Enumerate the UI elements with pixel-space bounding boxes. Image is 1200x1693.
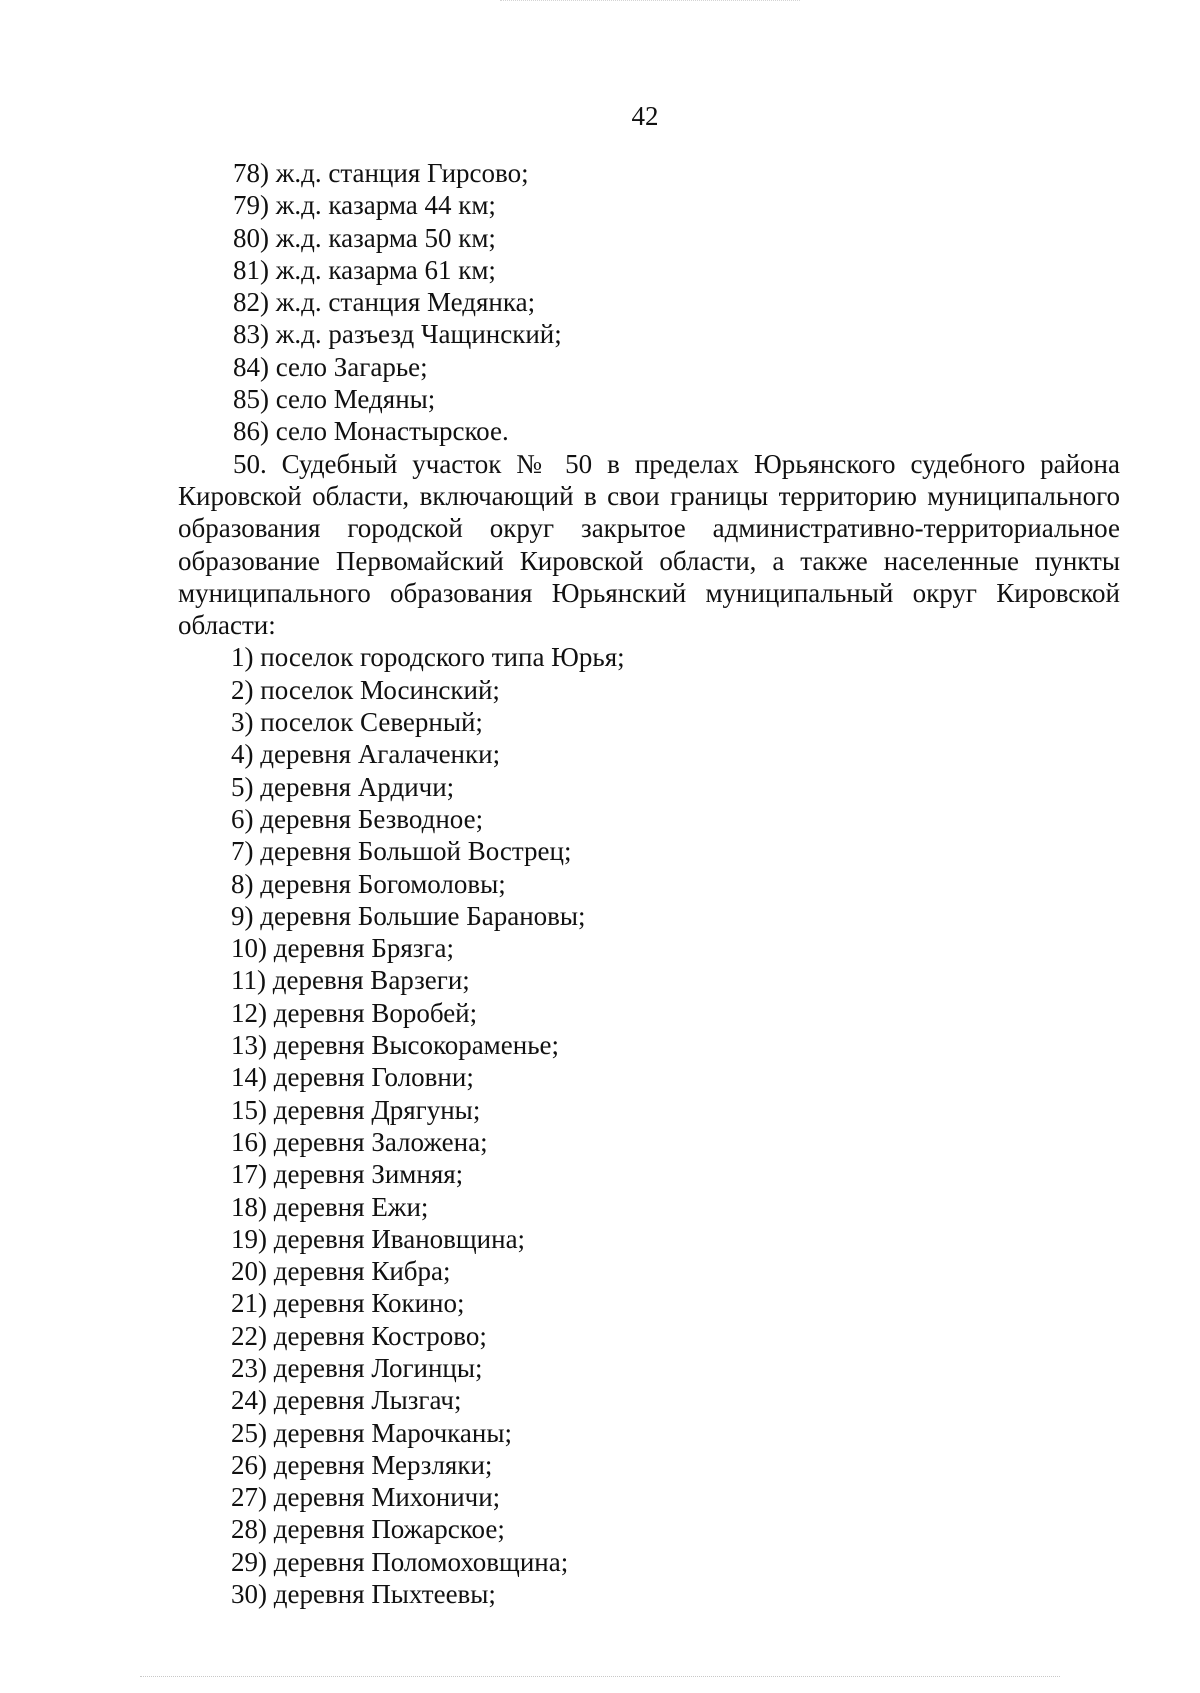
- list-item: 84) село Загарье;: [233, 351, 428, 382]
- list-item: 17) деревня Зимняя;: [231, 1159, 464, 1190]
- list-item: 27) деревня Михоничи;: [231, 1482, 501, 1513]
- section-50-paragraph: 50. Судебный участок № 50 в пределах Юрьянского судебного района Кировской области, включающий в свои границы территорию муниципального образования городской округ закрытое административно-территориальное образование Первомайский Кировской области, а также населенные пункты муниципального образования Юрьянский муниципальный округ Кировской области:: [178, 448, 1120, 641]
- list-item: 30) деревня Пыхтеевы;: [231, 1579, 496, 1610]
- list-item: 22) деревня Кострово;: [231, 1320, 487, 1351]
- list-item: 25) деревня Марочканы;: [231, 1417, 512, 1448]
- list-item: 26) деревня Мерзляки;: [231, 1449, 493, 1480]
- list-item: 78) ж.д. станция Гирсово;: [233, 158, 529, 188]
- page-number: 42: [631, 101, 659, 131]
- list-item: 13) деревня Высокораменье;: [231, 1030, 559, 1061]
- list-item: 21) деревня Кокино;: [231, 1288, 465, 1319]
- settlement-list-continued: [178, 157, 1120, 448]
- list-item: 10) деревня Брязга;: [231, 933, 454, 964]
- list-item: 18) деревня Ежи;: [231, 1191, 429, 1222]
- list-item: 80) ж.д. казарма 50 км;: [233, 222, 496, 253]
- list-item: 3) поселок Северный;: [231, 707, 483, 738]
- list-item: 1) поселок городского типа Юрья;: [231, 642, 625, 673]
- list-item: 79) ж.д. казарма 44 км;: [233, 190, 496, 221]
- scan-artifact: [140, 1676, 1060, 1679]
- list-item: 2) поселок Мосинский;: [231, 674, 500, 705]
- document-body: [178, 157, 1120, 1610]
- list-item: 85) село Медяны;: [233, 384, 436, 415]
- list-item: 15) деревня Дрягуны;: [231, 1094, 481, 1125]
- list-item: 12) деревня Воробей;: [231, 997, 478, 1028]
- list-item: 86) село Монастырское.: [233, 416, 509, 447]
- scan-artifact: [500, 0, 800, 3]
- list-item: 81) ж.д. казарма 61 км;: [233, 254, 496, 285]
- settlement-list-section-50: [178, 641, 1120, 1610]
- list-item: 6) деревня Безводное;: [231, 803, 484, 834]
- list-item: 8) деревня Богомоловы;: [231, 868, 506, 899]
- list-item: 19) деревня Ивановщина;: [231, 1223, 526, 1254]
- list-item: 7) деревня Большой Вострец;: [231, 836, 572, 867]
- list-item: 83) ж.д. разъезд Чащинский;: [233, 319, 562, 350]
- list-item: 9) деревня Большие Барановы;: [231, 900, 586, 931]
- list-item: 14) деревня Головни;: [231, 1062, 474, 1093]
- list-item: 11) деревня Варзеги;: [231, 965, 470, 996]
- list-item: 28) деревня Пожарское;: [231, 1514, 505, 1545]
- list-item: 5) деревня Ардичи;: [231, 771, 455, 802]
- list-item: 16) деревня Заложена;: [231, 1126, 488, 1157]
- list-item: 23) деревня Логинцы;: [231, 1352, 483, 1383]
- list-item: 4) деревня Агалаченки;: [231, 739, 501, 770]
- list-item: 82) ж.д. станция Медянка;: [233, 287, 536, 318]
- list-item: 29) деревня Поломоховщина;: [231, 1546, 569, 1577]
- list-item: 20) деревня Кибра;: [231, 1256, 451, 1287]
- list-item: 24) деревня Лызгач;: [231, 1385, 462, 1416]
